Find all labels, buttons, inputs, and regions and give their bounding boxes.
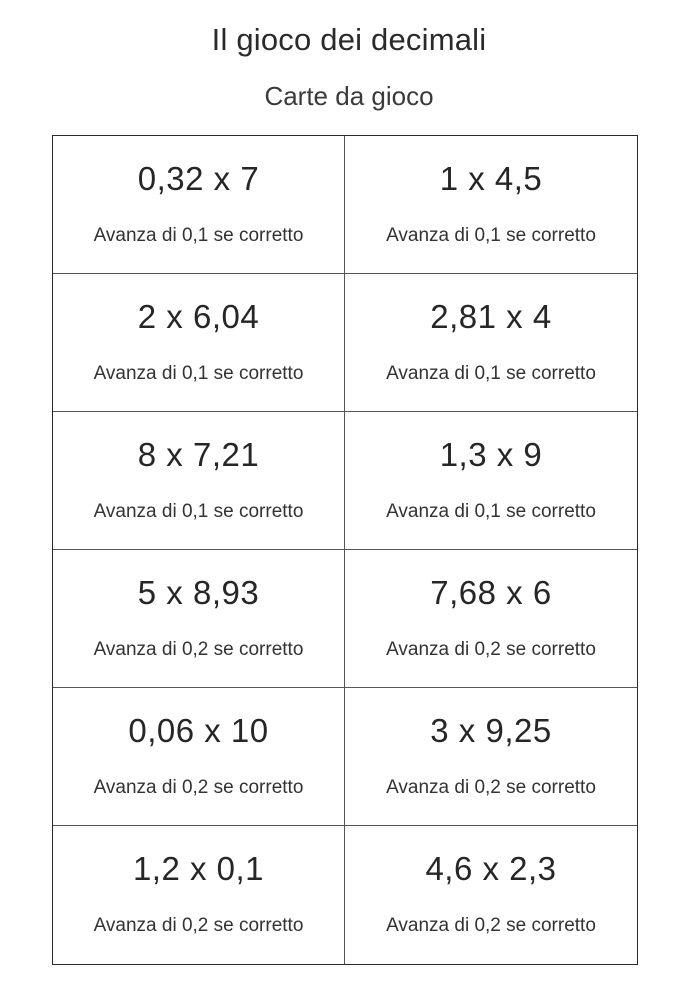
card-rule: Avanza di 0,1 se corretto xyxy=(93,225,304,246)
card xyxy=(53,826,345,964)
card xyxy=(345,550,637,688)
card-rule: Avanza di 0,2 se corretto xyxy=(93,777,304,798)
card xyxy=(53,412,345,550)
card-rule: Avanza di 0,1 se corretto xyxy=(93,501,304,522)
card-grid xyxy=(52,135,638,965)
card-expression: 2 x 6,04 xyxy=(137,298,260,335)
card xyxy=(345,412,637,550)
card xyxy=(53,136,345,274)
card-expression: 0,32 x 7 xyxy=(137,160,260,197)
card-rule: Avanza di 0,2 se corretto xyxy=(386,915,596,936)
card xyxy=(345,826,637,964)
card-expression: 7,68 x 6 xyxy=(430,574,552,611)
card-rule: Avanza di 0,2 se corretto xyxy=(386,777,596,798)
card xyxy=(53,688,345,826)
card xyxy=(53,550,345,688)
card-expression: 4,6 x 2,3 xyxy=(425,850,557,887)
card-expression: 1 x 4,5 xyxy=(439,160,543,197)
card-rule: Avanza di 0,1 se corretto xyxy=(386,363,596,384)
card-rule: Avanza di 0,2 se corretto xyxy=(93,915,304,936)
card xyxy=(345,136,637,274)
card-rule: Avanza di 0,2 se corretto xyxy=(93,639,304,660)
page-title: Il gioco dei decimali xyxy=(211,22,487,57)
card-rule: Avanza di 0,2 se corretto xyxy=(386,639,596,660)
card-expression: 0,06 x 10 xyxy=(128,712,269,749)
card-expression: 8 x 7,21 xyxy=(137,436,260,473)
card-expression: 1,2 x 0,1 xyxy=(132,850,265,887)
card-rule: Avanza di 0,1 se corretto xyxy=(386,225,596,246)
card-rule: Avanza di 0,1 se corretto xyxy=(93,363,304,384)
card-expression: 5 x 8,93 xyxy=(137,574,260,611)
card-expression: 3 x 9,25 xyxy=(430,712,552,749)
card xyxy=(53,274,345,412)
page-subtitle: Carte da gioco xyxy=(264,81,434,111)
card-rule: Avanza di 0,1 se corretto xyxy=(386,501,596,522)
card-expression: 1,3 x 9 xyxy=(439,436,543,473)
card xyxy=(345,688,637,826)
card-expression: 2,81 x 4 xyxy=(430,298,552,335)
card xyxy=(345,274,637,412)
